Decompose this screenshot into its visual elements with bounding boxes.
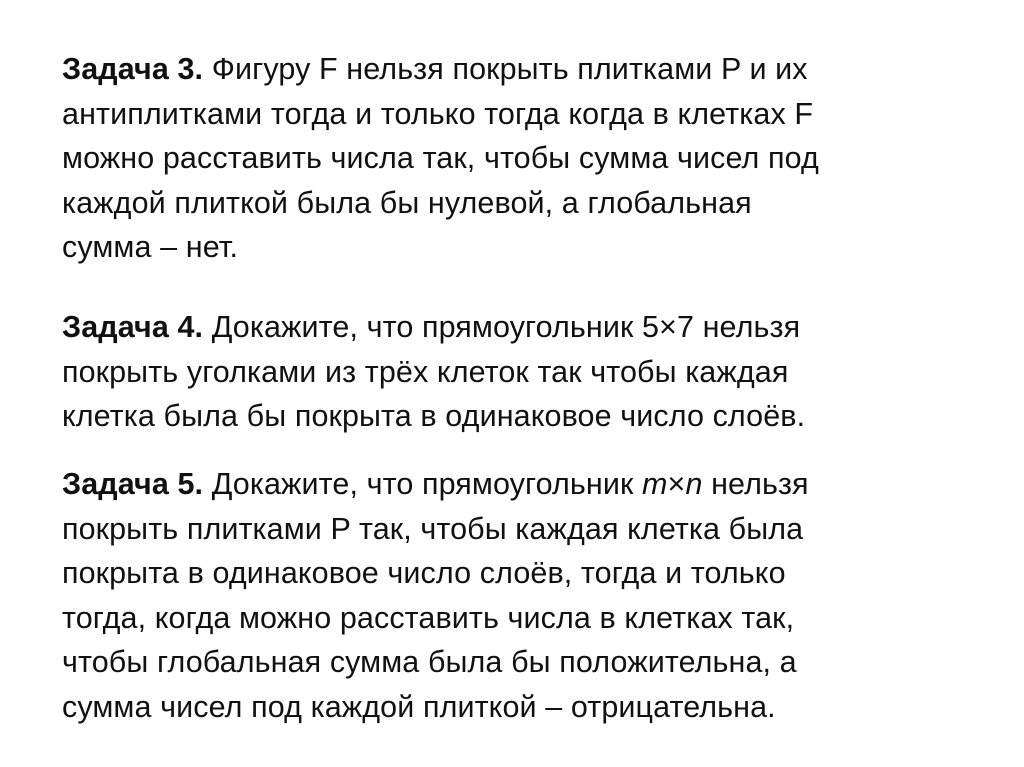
problem-3 [62, 47, 982, 270]
problem-4-line-3: клетка была бы покрыта в одинаковое число слоёв. [62, 399, 806, 433]
problem-5-label: Задача 5. [62, 467, 204, 501]
problem-3-label: Задача 3. [62, 52, 204, 86]
problem-5-var-n: n [685, 467, 703, 501]
problem-5-line-5: чтобы глобальная сумма была бы положительна, а [62, 645, 797, 679]
problem-5-line-1 [62, 462, 982, 507]
problem-5-text-after: нельзя [702, 467, 809, 501]
problem-3-line-1 [62, 47, 982, 92]
problem-5-line-4: тогда, когда можно расставить числа в клетках так, [62, 600, 795, 635]
problem-3-line-3: можно расставить числа так, чтобы сумма чисел под [62, 141, 819, 175]
problem-5-text-before: Докажите, что прямоугольник [203, 467, 642, 501]
problem-5-line-3: покрыта в одинаковое число слоёв, тогда и только [62, 556, 786, 590]
problem-3-line-4: каждой плиткой была бы нулевой, а глобальная [62, 185, 752, 220]
problem-5-line-2: покрыть плитками P так, чтобы каждая клетка была [62, 511, 804, 546]
problem-4-label: Задача 4. [62, 310, 204, 344]
problem-4 [62, 305, 982, 439]
problem-3-line-5: сумма – нет. [62, 230, 239, 264]
problem-5-line-6: сумма чисел под каждой плиткой – отрицательна. [62, 689, 776, 724]
problem-4-line-2: покрыть уголками из трёх клеток так чтобы каждая [62, 354, 789, 389]
problem-5-times-sign: × [667, 467, 686, 501]
problem-3-line-2: антиплитками тогда и только тогда когда в клетках F [62, 96, 814, 131]
problem-5-var-m: m [642, 467, 668, 501]
problem-5 [62, 462, 982, 729]
problem-4-text-1: Докажите, что прямоугольник 5×7 нельзя [203, 310, 801, 344]
problem-4-line-1 [62, 305, 982, 350]
problem-3-text-1: Фигуру F нельзя покрыть плитками P и их [203, 52, 808, 86]
